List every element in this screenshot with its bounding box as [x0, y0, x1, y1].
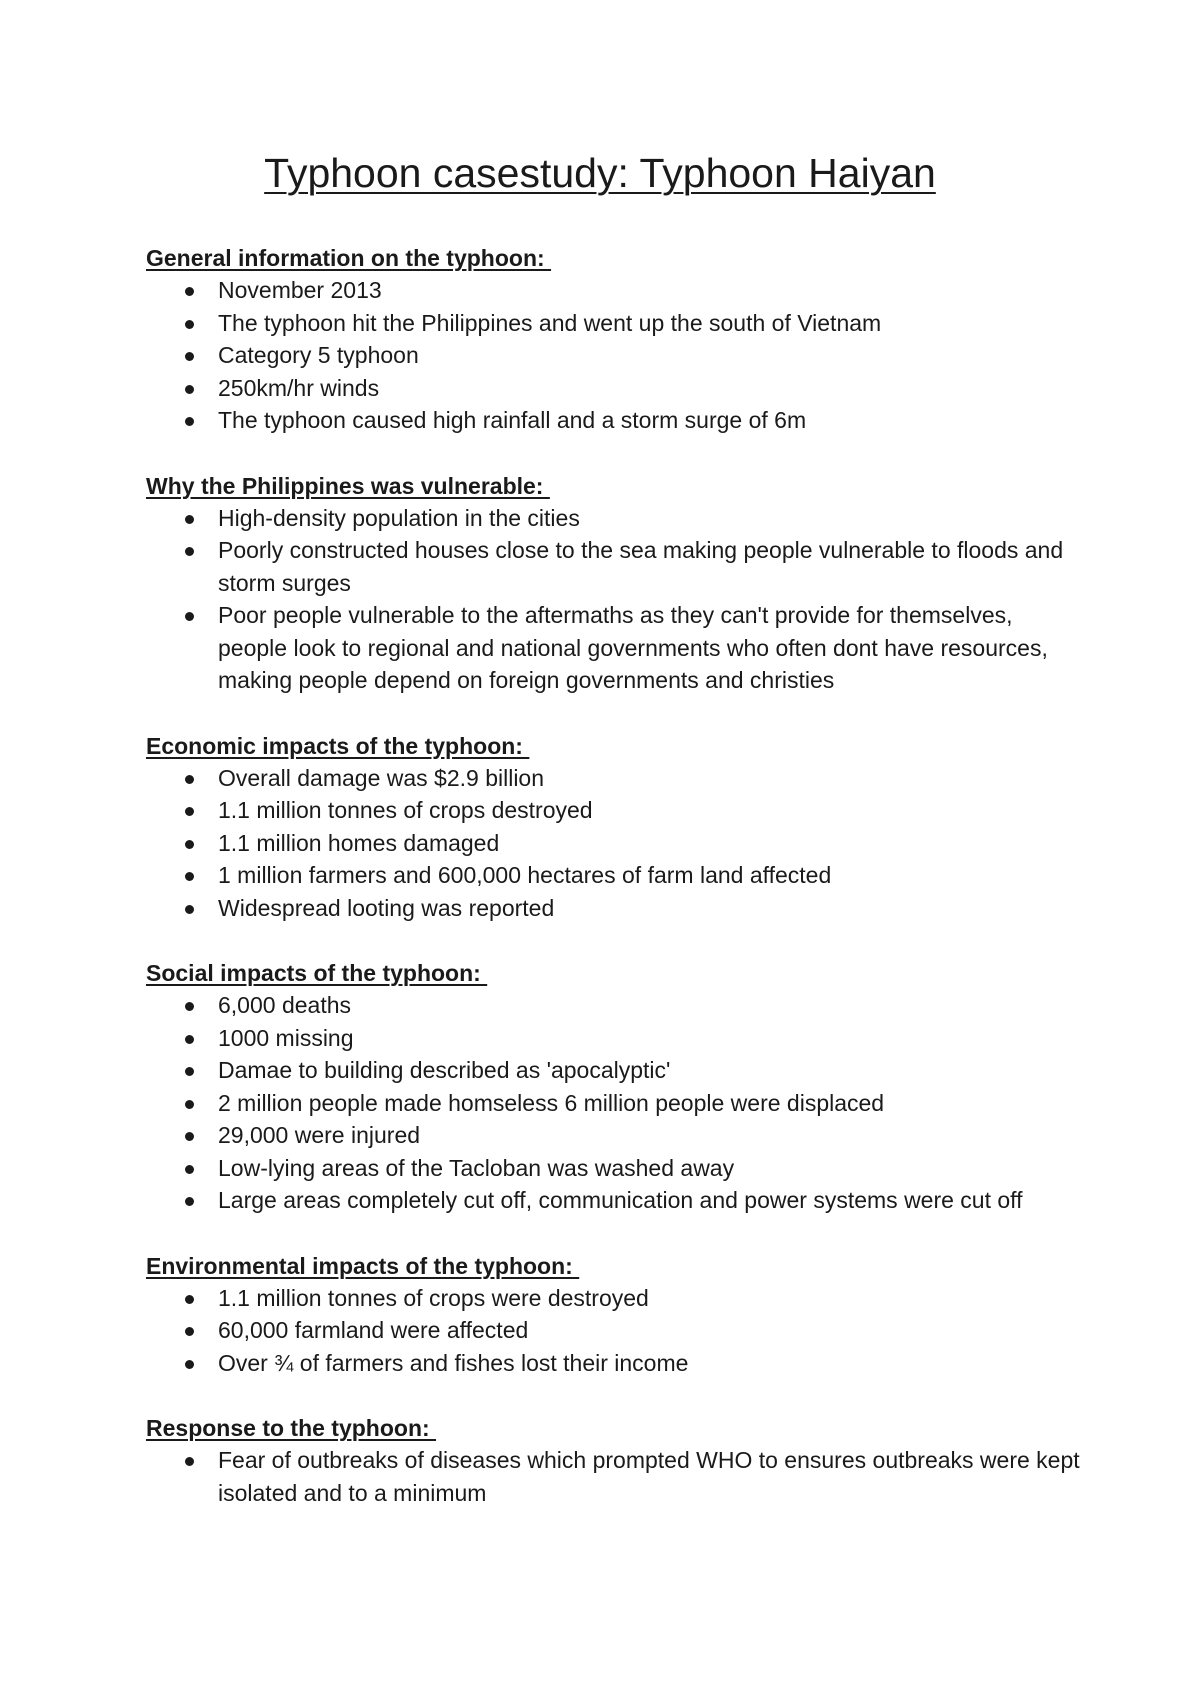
bullet-list	[146, 1444, 1086, 1509]
list-item-text: Damae to building described as 'apocalyptic'	[218, 1057, 671, 1083]
list-item	[146, 372, 1086, 405]
bullet-icon	[185, 1295, 194, 1304]
list-item-text: Large areas completely cut off, communication and power systems were cut off	[218, 1187, 1023, 1213]
bullet-icon	[185, 612, 194, 621]
list-item-text: 6,000 deaths	[218, 992, 352, 1018]
bullet-icon	[185, 1165, 194, 1174]
section-heading: Economic impacts of the typhoon:	[146, 732, 530, 759]
list-item	[146, 1087, 1086, 1120]
list-item-text: 2 million people made homseless 6 million people were displaced	[218, 1089, 885, 1116]
list-item	[146, 1022, 1086, 1055]
bullet-icon	[185, 352, 194, 361]
list-item-text: 250km/hr winds	[218, 374, 380, 401]
list-item	[146, 892, 1086, 925]
section-environmental-impacts	[146, 1250, 1086, 1380]
list-item-text: 1 million farmers and 600,000 hectares of farm land affected	[218, 862, 832, 888]
list-item-text: Category 5 typhoon	[218, 342, 419, 368]
section-heading: Environmental impacts of the typhoon:	[146, 1252, 580, 1279]
section-general-information	[146, 242, 1086, 437]
section-economic-impacts	[146, 730, 1086, 925]
list-item-text: 1.1 million homes damaged	[218, 829, 500, 856]
list-item-text: Low-lying areas of the Tacloban was washed away	[218, 1154, 735, 1181]
bullet-icon	[185, 1327, 194, 1336]
bullet-icon	[185, 385, 194, 394]
list-item	[146, 1119, 1086, 1152]
bullet-list	[146, 762, 1086, 925]
list-item	[146, 1444, 1086, 1509]
list-item	[146, 1347, 1086, 1380]
bullet-icon	[185, 515, 194, 524]
list-item-text: Widespread looting was reported	[218, 894, 555, 921]
list-item	[146, 859, 1086, 892]
bullet-icon	[185, 1002, 194, 1011]
list-item-text: Fear of outbreaks of diseases which prompted WHO to ensures outbreaks were kept isolated and to a minimum	[218, 1447, 1080, 1506]
list-item	[146, 339, 1086, 372]
list-item	[146, 307, 1086, 340]
list-item	[146, 1152, 1086, 1185]
list-item	[146, 1314, 1086, 1347]
list-item	[146, 762, 1086, 795]
bullet-icon	[185, 840, 194, 849]
list-item-text: 1.1 million tonnes of crops destroyed	[218, 797, 593, 823]
list-item	[146, 794, 1086, 827]
bullet-icon	[185, 320, 194, 329]
list-item	[146, 1184, 1086, 1217]
bullet-icon	[185, 775, 194, 784]
list-item	[146, 989, 1086, 1022]
list-item	[146, 274, 1086, 307]
bullet-icon	[185, 1100, 194, 1109]
bullet-icon	[185, 547, 194, 556]
section-vulnerability	[146, 470, 1086, 697]
list-item-text: The typhoon hit the Philippines and went up the south of Vietnam	[218, 309, 882, 336]
bullet-icon	[185, 1035, 194, 1044]
section-social-impacts	[146, 957, 1086, 1217]
list-item	[146, 599, 1086, 697]
bullet-icon	[185, 807, 194, 816]
list-item	[146, 534, 1086, 599]
document-body	[146, 242, 1086, 1542]
list-item-text: November 2013	[218, 277, 382, 303]
document-title: Typhoon casestudy: Typhoon Haiyan	[264, 150, 936, 196]
list-item-text: High-density population in the cities	[218, 504, 580, 531]
bullet-icon	[185, 1457, 194, 1466]
list-item-text: Over ¾ of farmers and fishes lost their income	[218, 1349, 689, 1376]
list-item-text: 1000 missing	[218, 1024, 354, 1051]
bullet-icon	[185, 1132, 194, 1141]
bullet-list	[146, 989, 1086, 1217]
section-heading: General information on the typhoon:	[146, 245, 552, 271]
list-item-text: The typhoon caused high rainfall and a storm surge of 6m	[218, 407, 807, 433]
bullet-list	[146, 274, 1086, 437]
list-item	[146, 502, 1086, 535]
bullet-icon	[185, 287, 194, 296]
list-item	[146, 1054, 1086, 1087]
bullet-icon	[185, 1067, 194, 1076]
list-item-text: 1.1 million tonnes of crops were destroyed	[218, 1284, 649, 1311]
bullet-list	[146, 1282, 1086, 1380]
bullet-icon	[185, 417, 194, 426]
section-heading: Response to the typhoon:	[146, 1415, 437, 1441]
bullet-icon	[185, 872, 194, 881]
section-heading: Social impacts of the typhoon:	[146, 960, 488, 986]
bullet-list	[146, 502, 1086, 697]
bullet-icon	[185, 1360, 194, 1369]
list-item	[146, 1282, 1086, 1315]
list-item-text: 29,000 were injured	[218, 1122, 421, 1148]
section-heading: Why the Philippines was vulnerable:	[146, 472, 550, 499]
list-item-text: Overall damage was $2.9 billion	[218, 764, 545, 791]
list-item-text: Poorly constructed houses close to the sea making people vulnerable to floods and storm surges	[218, 537, 1064, 596]
list-item-text: 60,000 farmland were affected	[218, 1317, 529, 1343]
list-item	[146, 827, 1086, 860]
bullet-icon	[185, 1197, 194, 1206]
section-response	[146, 1412, 1086, 1509]
bullet-icon	[185, 905, 194, 914]
list-item	[146, 404, 1086, 437]
list-item-text: Poor people vulnerable to the aftermaths as they can't provide for themselves, people look to regional and national governments who often dont have resources, making people depend on foreign governments and christies	[218, 602, 1048, 693]
